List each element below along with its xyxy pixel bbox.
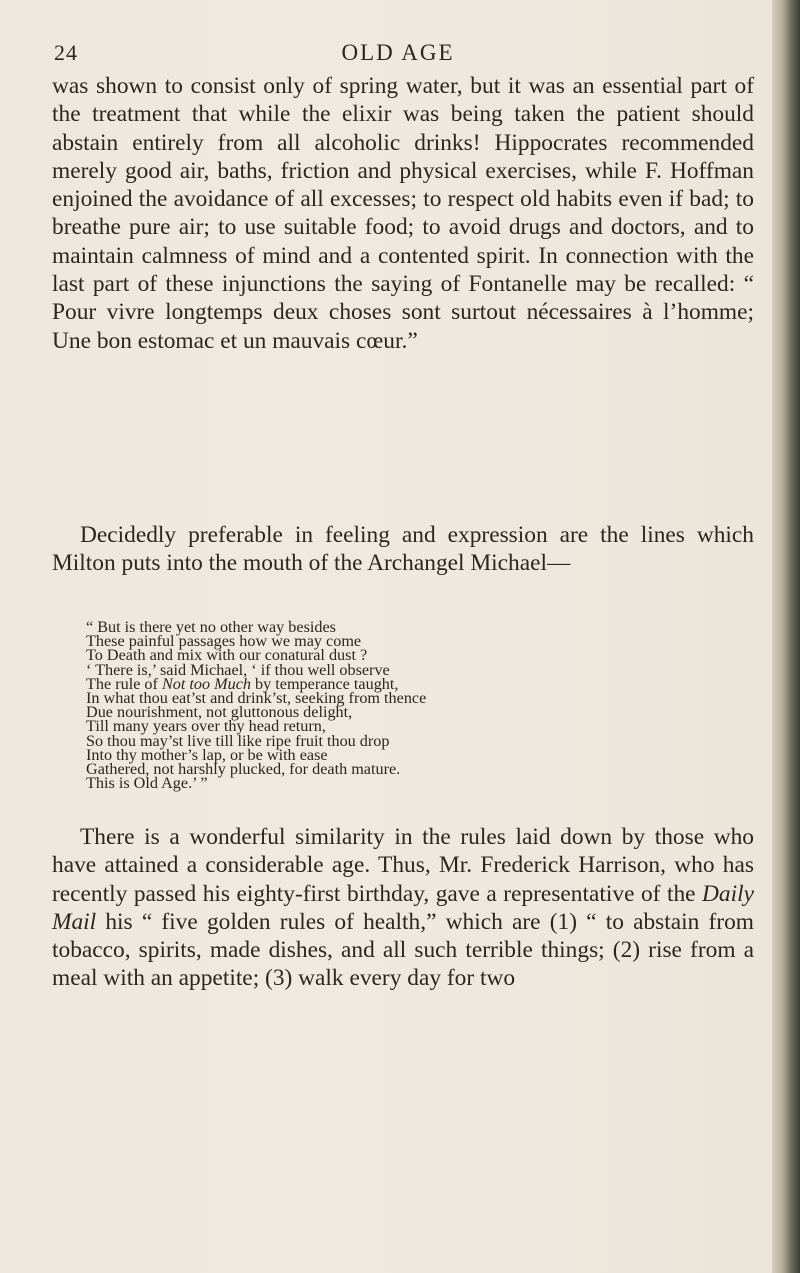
quote-line: ‘ There is,’ said Michael, ‘ if thou well observe xyxy=(86,660,390,679)
page-number: 24 xyxy=(54,40,78,65)
paragraph-text: his “ five golden rules of health,” which are (1) “ to abstain from tobacco, spirits, made dishes, and all such terrible things; (2) rise from a meal with an appetite; (3) walk every day for two xyxy=(52,908,754,992)
quote-line: Gathered, not harshly plucked, for death mature. xyxy=(86,760,401,779)
quote-rule-pre: The rule of xyxy=(86,674,162,693)
newspaper-title: Daily Mail xyxy=(52,880,754,935)
milton-quotation xyxy=(86,618,726,793)
quote-line: This is Old Age.’ ” xyxy=(86,774,208,793)
quote-line: Due nourishment, not gluttonous delight, xyxy=(86,703,353,722)
paragraph-text: There is a wonderful similarity in the rules laid down by those who have attained a considerable age. Thus, Mr. Frederick Harrison, who has recently passed his eighty-first birthday, gave a representative of the xyxy=(52,824,754,907)
quote-line: These painful passages how we may come xyxy=(86,632,362,651)
running-title: OLD AGE xyxy=(341,40,455,65)
quote-rule-italic: Not too Much xyxy=(161,674,251,693)
page-header xyxy=(48,36,748,72)
paragraph-continuation: was shown to consist only of spring water, but it was an essential part of the treatment that while the elixir was being taken the patient should abstain entirely from all alcoholic drinks! Hippocrates recommended merely good air, baths, friction and physical exercises, while F. Hoffman enjoined the avoidance of all excesses; to respect old habits even if bad; to breathe pure air; to use suitable food; to avoid drugs and doctors, and to maintain calmness of mind and a contented spirit. In connection with the last part of these injunctions the saying of Fontanelle may be recalled: “ Pour vivre longtemps deux choses sont surtout nécessaires à l’homme; Une bon estomac et un mauvais cœur.” xyxy=(52,73,754,354)
quote-line: In what thou eat’st and drink’st, seeking from thence xyxy=(86,689,427,708)
quote-line: Into thy mother’s lap, or be with ease xyxy=(86,745,328,764)
page-binding-edge xyxy=(772,0,800,1273)
quote-rule-post: by temperance taught, xyxy=(251,674,399,693)
quote-line: To Death and mix with our conatural dust ? xyxy=(86,646,368,665)
paragraph-milton-intro: Decidedly preferable in feeling and expression are the lines which Milton puts into the mouth of the Archangel Michael— xyxy=(52,522,754,577)
paragraph-health-rules xyxy=(52,823,754,993)
quote-line: Till many years over thy head return, xyxy=(86,717,326,736)
quote-line: “ But is there yet no other way besides xyxy=(86,618,336,636)
quote-line: So thou may’st live till like ripe fruit thou drop xyxy=(86,731,390,750)
